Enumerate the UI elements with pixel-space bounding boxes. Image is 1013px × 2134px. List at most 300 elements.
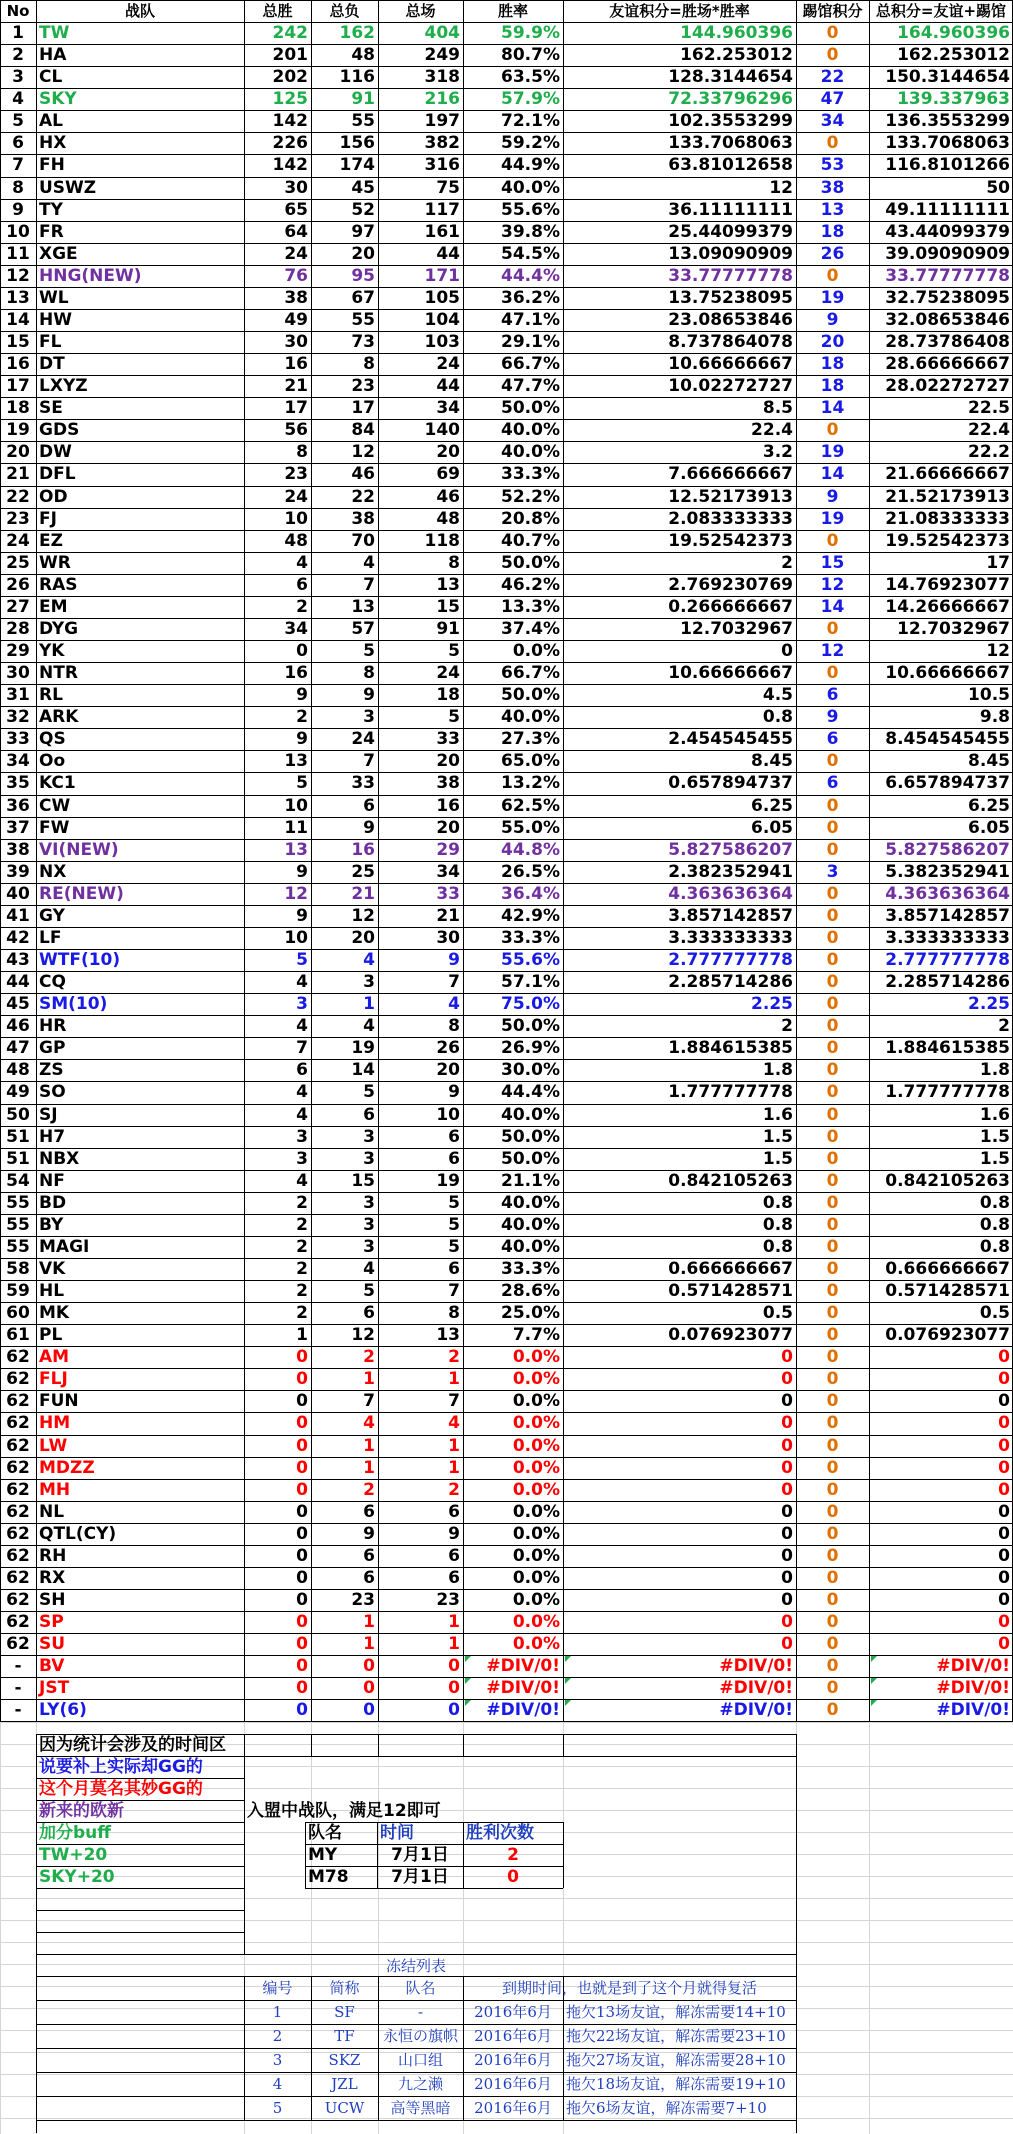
value-cell[interactable]: 10.66666667 [668, 663, 793, 684]
value-cell[interactable]: 0 [826, 530, 839, 551]
value-cell[interactable]: 4 [363, 1258, 375, 1279]
column-header-3[interactable]: 总负 [329, 2, 360, 20]
value-cell[interactable]: 2.25 [968, 994, 1010, 1015]
value-cell[interactable]: 91 [351, 89, 375, 110]
value-cell[interactable]: 0 [363, 1678, 375, 1699]
value-cell[interactable]: 156 [339, 133, 375, 154]
value-cell[interactable]: 0 [998, 1435, 1010, 1456]
join-cell[interactable]: MY [308, 1845, 338, 1865]
value-cell[interactable]: 69 [436, 464, 460, 485]
team-name-cell[interactable]: WTF(10) [39, 950, 121, 970]
value-cell[interactable]: 57.1% [501, 972, 560, 993]
value-cell[interactable]: 0 [826, 1523, 839, 1544]
value-cell[interactable]: 1.5 [762, 1148, 793, 1169]
column-header-5[interactable]: 胜率 [497, 2, 528, 20]
freeze-cell[interactable]: 拖欠27场友谊，解冻需要28+10 [566, 2051, 786, 2069]
value-cell[interactable]: 3 [363, 1126, 375, 1147]
rank-cell[interactable]: 19 [6, 420, 30, 441]
value-cell[interactable]: 5 [448, 1214, 460, 1235]
value-cell[interactable]: 53 [820, 155, 845, 176]
team-name-cell[interactable]: HL [39, 1281, 65, 1302]
value-cell[interactable]: 0 [781, 1501, 793, 1522]
value-cell[interactable]: 0 [296, 1545, 308, 1566]
value-cell[interactable]: 9 [296, 685, 308, 706]
rank-cell[interactable]: 61 [6, 1325, 30, 1346]
value-cell[interactable]: 4 [363, 950, 375, 970]
value-cell[interactable]: 0 [998, 1523, 1010, 1544]
value-cell[interactable]: 13.3% [501, 596, 560, 617]
value-cell[interactable]: 55 [351, 111, 375, 132]
value-cell[interactable]: 2.454545455 [668, 729, 793, 750]
freeze-cell[interactable]: 山口组 [397, 2051, 443, 2069]
value-cell[interactable]: 9.8 [979, 707, 1010, 728]
value-cell[interactable]: 0 [826, 1435, 839, 1456]
value-cell[interactable]: 0 [826, 1192, 839, 1213]
value-cell[interactable]: 0 [781, 1590, 793, 1611]
value-cell[interactable]: 0.5 [979, 1303, 1010, 1324]
team-name-cell[interactable]: KC1 [39, 773, 76, 794]
value-cell[interactable]: 0 [781, 1567, 793, 1588]
value-cell[interactable]: 12 [769, 177, 793, 198]
value-cell[interactable]: 19.52542373 [885, 530, 1010, 551]
join-header-2[interactable]: 胜利次数 [466, 1823, 534, 1843]
value-cell[interactable]: 0 [826, 1258, 839, 1279]
value-cell[interactable]: 91 [436, 618, 460, 639]
value-cell[interactable]: 5 [296, 773, 308, 794]
value-cell[interactable]: 56 [284, 420, 308, 441]
value-cell[interactable]: 0.8 [762, 707, 793, 728]
freeze-cell[interactable]: - [417, 2003, 424, 2021]
value-cell[interactable]: 142 [272, 155, 308, 176]
value-cell[interactable]: 10 [284, 927, 308, 948]
value-cell[interactable]: 11 [284, 817, 308, 838]
value-cell[interactable]: 0 [296, 1413, 308, 1434]
value-cell[interactable]: 133.7068063 [885, 133, 1010, 154]
value-cell[interactable]: 9 [296, 729, 308, 750]
team-name-cell[interactable]: SU [39, 1634, 66, 1655]
value-cell[interactable]: 0 [296, 1634, 308, 1655]
value-cell[interactable]: 6 [448, 1501, 460, 1522]
value-cell[interactable]: 23.08653846 [668, 309, 793, 330]
value-cell[interactable]: 59.2% [501, 133, 560, 154]
team-name-cell[interactable]: LF [39, 927, 62, 948]
value-cell[interactable]: 13 [436, 1325, 460, 1346]
value-cell[interactable]: 1 [296, 1325, 308, 1346]
freeze-cell[interactable]: 拖欠6场友谊，解冻需要7+10 [566, 2099, 767, 2117]
freeze-cell[interactable]: JZL [331, 2075, 358, 2093]
value-cell[interactable]: 2 [296, 1258, 308, 1279]
rank-cell[interactable]: 7 [12, 155, 24, 176]
value-cell[interactable]: 7 [363, 751, 375, 772]
value-cell[interactable]: 1.8 [979, 1060, 1010, 1081]
value-cell[interactable]: 75 [436, 177, 460, 198]
value-cell[interactable]: 10.5 [968, 685, 1010, 706]
value-cell[interactable]: 0 [826, 1148, 839, 1169]
value-cell[interactable]: 0.8 [979, 1236, 1010, 1257]
value-cell[interactable]: 1 [448, 1435, 460, 1456]
value-cell[interactable]: 2 [781, 1016, 793, 1037]
value-cell[interactable]: 26 [436, 1038, 460, 1059]
value-cell[interactable]: 30 [284, 177, 308, 198]
value-cell[interactable]: 44 [436, 376, 460, 397]
value-cell[interactable]: 4.363636364 [668, 883, 793, 904]
freeze-cell[interactable]: SF [334, 2003, 355, 2021]
value-cell[interactable]: 104 [424, 309, 460, 330]
rank-cell[interactable]: 24 [6, 530, 30, 551]
value-cell[interactable]: 0 [826, 1391, 839, 1412]
rank-cell[interactable]: 14 [6, 309, 30, 330]
value-cell[interactable]: 9 [826, 486, 839, 507]
rank-cell[interactable]: 8 [12, 177, 24, 198]
team-name-cell[interactable]: OD [39, 486, 68, 507]
join-cell[interactable]: M78 [308, 1867, 349, 1887]
value-cell[interactable]: 20 [436, 1060, 460, 1081]
value-cell[interactable]: 1 [448, 1612, 460, 1633]
value-cell[interactable]: 5 [448, 1236, 460, 1257]
value-cell[interactable]: 8.45 [751, 751, 793, 772]
team-name-cell[interactable]: RX [39, 1567, 66, 1588]
value-cell[interactable]: 7 [363, 1391, 375, 1412]
value-cell[interactable]: 0.8 [762, 1192, 793, 1213]
value-cell[interactable]: 0.8 [762, 1236, 793, 1257]
team-name-cell[interactable]: RE(NEW) [39, 883, 124, 904]
value-cell[interactable]: 4 [363, 552, 375, 573]
value-cell[interactable]: 242 [272, 23, 308, 44]
value-cell[interactable]: 13 [284, 751, 308, 772]
value-cell[interactable]: 21 [351, 883, 375, 904]
value-cell[interactable]: 6 [448, 1258, 460, 1279]
column-header-6[interactable]: 友谊积分=胜场*胜率 [609, 2, 750, 20]
rank-cell[interactable]: 62 [6, 1501, 30, 1522]
value-cell[interactable]: 42.9% [501, 905, 560, 926]
value-cell[interactable]: 14 [351, 1060, 375, 1081]
value-cell[interactable]: 5.382352941 [885, 861, 1010, 882]
value-cell[interactable]: 1 [363, 1435, 375, 1456]
team-name-cell[interactable]: FL [39, 332, 62, 353]
value-cell[interactable]: 13.09090909 [668, 243, 793, 264]
value-cell[interactable]: 57 [351, 618, 375, 639]
freeze-cell[interactable]: 拖欠22场友谊，解冻需要23+10 [566, 2027, 786, 2045]
value-cell[interactable]: 4 [363, 1016, 375, 1037]
value-cell[interactable]: 0.666666667 [668, 1258, 793, 1279]
value-cell[interactable]: 9 [448, 1082, 460, 1103]
value-cell[interactable]: 19 [351, 1038, 375, 1059]
value-cell[interactable]: 174 [339, 155, 375, 176]
join-cell[interactable]: 7月1日 [391, 1867, 449, 1887]
value-cell[interactable]: 2 [781, 552, 793, 573]
value-cell[interactable]: 6 [363, 1303, 375, 1324]
value-cell[interactable]: 150.3144654 [885, 67, 1010, 88]
team-name-cell[interactable]: MK [39, 1303, 70, 1324]
value-cell[interactable]: 5 [363, 641, 375, 662]
value-cell[interactable]: 2.25 [751, 994, 793, 1015]
value-cell[interactable]: 404 [424, 23, 460, 44]
value-cell[interactable]: 0.8 [762, 1214, 793, 1235]
rank-cell[interactable]: 62 [6, 1391, 30, 1412]
value-cell[interactable]: 10 [284, 508, 308, 529]
rank-cell[interactable]: 25 [6, 552, 30, 573]
value-cell[interactable]: 14 [820, 398, 845, 419]
value-cell[interactable]: 116 [339, 67, 375, 88]
value-cell[interactable]: 84 [351, 420, 375, 441]
value-cell[interactable]: 23 [284, 464, 308, 485]
value-cell[interactable]: 47 [820, 89, 845, 110]
value-cell[interactable]: 0 [826, 1038, 839, 1059]
value-cell[interactable]: 0.0% [512, 1567, 560, 1588]
value-cell[interactable]: 44.9% [501, 155, 560, 176]
value-cell[interactable]: 4 [448, 1413, 460, 1434]
rank-cell[interactable]: 2 [12, 45, 24, 66]
value-cell[interactable]: #DIV/0! [486, 1656, 560, 1677]
value-cell[interactable]: 1.5 [979, 1126, 1010, 1147]
rank-cell[interactable]: 62 [6, 1612, 30, 1633]
value-cell[interactable]: 0.0% [512, 641, 560, 662]
value-cell[interactable]: 5.827586207 [885, 839, 1010, 860]
team-name-cell[interactable]: NF [39, 1170, 65, 1191]
value-cell[interactable]: 1 [363, 1612, 375, 1633]
value-cell[interactable]: 0 [826, 1060, 839, 1081]
value-cell[interactable]: 10.02272727 [668, 376, 793, 397]
value-cell[interactable]: 5.827586207 [668, 839, 793, 860]
value-cell[interactable]: 29 [436, 839, 460, 860]
value-cell[interactable]: 3 [363, 972, 375, 993]
value-cell[interactable]: 76 [284, 265, 308, 286]
value-cell[interactable]: 6 [826, 773, 839, 794]
value-cell[interactable]: 136.3553299 [885, 111, 1010, 132]
rank-cell[interactable]: 60 [6, 1303, 30, 1324]
rank-cell[interactable]: 5 [12, 111, 24, 132]
value-cell[interactable]: 72.33796296 [668, 89, 793, 110]
value-cell[interactable]: 63.5% [501, 67, 560, 88]
team-name-cell[interactable]: MDZZ [39, 1457, 95, 1478]
join-header-1[interactable]: 时间 [380, 1823, 414, 1843]
value-cell[interactable]: 0 [826, 950, 839, 970]
value-cell[interactable]: 6 [363, 1567, 375, 1588]
team-name-cell[interactable]: FW [39, 817, 70, 838]
value-cell[interactable]: 25.0% [501, 1303, 560, 1324]
value-cell[interactable]: 0.076923077 [885, 1325, 1010, 1346]
value-cell[interactable]: 6 [826, 685, 839, 706]
value-cell[interactable]: 0.076923077 [668, 1325, 793, 1346]
value-cell[interactable]: 3.333333333 [668, 927, 793, 948]
rank-cell[interactable]: 58 [6, 1258, 30, 1279]
value-cell[interactable]: 4 [296, 972, 308, 993]
team-name-cell[interactable]: FLJ [39, 1369, 68, 1390]
freeze-cell[interactable]: UCW [324, 2099, 365, 2117]
rank-cell[interactable]: 33 [6, 729, 30, 750]
value-cell[interactable]: 50 [986, 177, 1010, 198]
value-cell[interactable]: 2 [296, 1236, 308, 1257]
value-cell[interactable]: 50.0% [501, 1016, 560, 1037]
value-cell[interactable]: 55.6% [501, 950, 560, 970]
value-cell[interactable]: 4.363636364 [885, 883, 1010, 904]
value-cell[interactable]: 1 [363, 1457, 375, 1478]
freeze-cell[interactable]: 2016年6月 [474, 2075, 552, 2093]
value-cell[interactable]: 34 [284, 618, 308, 639]
value-cell[interactable]: 21 [436, 905, 460, 926]
value-cell[interactable]: 2 [998, 1016, 1010, 1037]
value-cell[interactable]: 16 [351, 839, 375, 860]
value-cell[interactable]: 2 [296, 1214, 308, 1235]
value-cell[interactable]: 5 [363, 1281, 375, 1302]
value-cell[interactable]: 36.2% [501, 287, 560, 308]
value-cell[interactable]: 40.0% [501, 177, 560, 198]
value-cell[interactable]: 0 [826, 1214, 839, 1235]
value-cell[interactable]: #DIV/0! [486, 1700, 560, 1721]
freeze-cell[interactable]: 拖欠13场友谊，解冻需要14+10 [566, 2003, 786, 2021]
value-cell[interactable]: 13 [436, 574, 460, 595]
rank-cell[interactable]: 62 [6, 1545, 30, 1566]
value-cell[interactable]: 0 [826, 663, 839, 684]
value-cell[interactable]: 15 [351, 1170, 375, 1191]
value-cell[interactable]: 0 [826, 1501, 839, 1522]
value-cell[interactable]: 0 [826, 1567, 839, 1588]
freeze-cell[interactable]: 3 [272, 2051, 283, 2069]
value-cell[interactable]: 3 [296, 1148, 308, 1169]
value-cell[interactable]: 201 [272, 45, 308, 66]
value-cell[interactable]: 26.5% [501, 861, 560, 882]
value-cell[interactable]: 64 [284, 221, 308, 242]
rank-cell[interactable]: 35 [6, 773, 30, 794]
value-cell[interactable]: 9 [296, 861, 308, 882]
team-name-cell[interactable]: GDS [39, 420, 80, 441]
value-cell[interactable]: 1.6 [762, 1104, 793, 1125]
column-header-7[interactable]: 踢馆积分 [802, 2, 863, 20]
value-cell[interactable]: 0 [826, 265, 839, 286]
value-cell[interactable]: 0 [826, 795, 839, 816]
value-cell[interactable]: 0 [826, 1634, 839, 1655]
value-cell[interactable]: 33 [436, 729, 460, 750]
value-cell[interactable]: 21.08333333 [885, 508, 1010, 529]
value-cell[interactable]: 10 [284, 795, 308, 816]
value-cell[interactable]: 24 [351, 729, 375, 750]
value-cell[interactable]: 6 [296, 574, 308, 595]
value-cell[interactable]: 7.7% [512, 1325, 560, 1346]
rank-cell[interactable]: 47 [6, 1038, 30, 1059]
value-cell[interactable]: 0 [781, 1435, 793, 1456]
value-cell[interactable]: 2 [296, 596, 308, 617]
value-cell[interactable]: 40.0% [501, 420, 560, 441]
value-cell[interactable]: 3 [363, 1214, 375, 1235]
team-name-cell[interactable]: MH [39, 1479, 71, 1500]
value-cell[interactable]: 6 [448, 1148, 460, 1169]
rank-cell[interactable]: 26 [6, 574, 30, 595]
value-cell[interactable]: 0 [998, 1391, 1010, 1412]
value-cell[interactable]: 33.77777778 [885, 265, 1010, 286]
value-cell[interactable]: 4 [296, 1082, 308, 1103]
value-cell[interactable]: 9 [448, 950, 460, 970]
value-cell[interactable]: 7 [448, 1281, 460, 1302]
value-cell[interactable]: 0.0% [512, 1391, 560, 1412]
value-cell[interactable]: 65 [284, 199, 308, 220]
value-cell[interactable]: 0.0% [512, 1523, 560, 1544]
value-cell[interactable]: 9 [363, 817, 375, 838]
team-name-cell[interactable]: EM [39, 596, 68, 617]
value-cell[interactable]: 20 [436, 751, 460, 772]
value-cell[interactable]: 0 [363, 1700, 375, 1721]
value-cell[interactable]: 6 [448, 1126, 460, 1147]
team-name-cell[interactable]: BV [39, 1656, 65, 1677]
value-cell[interactable]: 0 [826, 994, 839, 1015]
value-cell[interactable]: 7 [448, 972, 460, 993]
rank-cell[interactable]: 62 [6, 1369, 30, 1390]
freeze-cell[interactable]: 九之濑 [397, 2075, 443, 2093]
value-cell[interactable]: 316 [424, 155, 460, 176]
value-cell[interactable]: 3 [826, 861, 839, 882]
value-cell[interactable]: 6.05 [968, 817, 1010, 838]
value-cell[interactable]: 48 [284, 530, 308, 551]
value-cell[interactable]: 0 [998, 1457, 1010, 1478]
team-name-cell[interactable]: GY [39, 905, 65, 926]
value-cell[interactable]: 10.66666667 [885, 663, 1010, 684]
value-cell[interactable]: 6.25 [751, 795, 793, 816]
value-cell[interactable]: 1.5 [762, 1126, 793, 1147]
value-cell[interactable]: #DIV/0! [719, 1700, 793, 1721]
join-cell[interactable]: 0 [507, 1867, 519, 1887]
value-cell[interactable]: 6.25 [968, 795, 1010, 816]
value-cell[interactable]: 6 [363, 1104, 375, 1125]
value-cell[interactable]: 8 [448, 552, 460, 573]
value-cell[interactable]: 36.4% [501, 883, 560, 904]
value-cell[interactable]: 57.9% [501, 89, 560, 110]
value-cell[interactable]: 0 [998, 1612, 1010, 1633]
column-header-8[interactable]: 总积分=友谊+踢馆 [875, 2, 1007, 20]
team-name-cell[interactable]: EZ [39, 530, 63, 551]
column-header-4[interactable]: 总场 [405, 2, 436, 20]
value-cell[interactable]: 6 [448, 1545, 460, 1566]
value-cell[interactable]: 33 [351, 773, 375, 794]
value-cell[interactable]: 4 [296, 1104, 308, 1125]
value-cell[interactable]: 0.0% [512, 1413, 560, 1434]
value-cell[interactable]: 38 [820, 177, 845, 198]
join-header-0[interactable]: 队名 [308, 1823, 342, 1843]
column-header-2[interactable]: 总胜 [262, 2, 293, 20]
value-cell[interactable]: 1.8 [762, 1060, 793, 1081]
rank-cell[interactable]: 62 [6, 1567, 30, 1588]
value-cell[interactable]: #DIV/0! [936, 1656, 1010, 1677]
value-cell[interactable]: 10.66666667 [668, 354, 793, 375]
value-cell[interactable]: 40.7% [501, 530, 560, 551]
value-cell[interactable]: 0 [296, 1457, 308, 1478]
value-cell[interactable]: 9 [448, 1523, 460, 1544]
team-name-cell[interactable]: CW [39, 795, 71, 816]
value-cell[interactable]: 70 [351, 530, 375, 551]
value-cell[interactable]: 0.0% [512, 1347, 560, 1368]
value-cell[interactable]: 0 [826, 1303, 839, 1324]
rank-cell[interactable]: 55 [6, 1192, 30, 1213]
value-cell[interactable]: 2 [448, 1479, 460, 1500]
team-name-cell[interactable]: FR [39, 221, 64, 242]
value-cell[interactable]: 33.3% [501, 1258, 560, 1279]
value-cell[interactable]: 8.5 [762, 398, 793, 419]
value-cell[interactable]: 2.777777778 [668, 950, 793, 970]
value-cell[interactable]: 14 [820, 464, 845, 485]
value-cell[interactable]: 0 [826, 905, 839, 926]
value-cell[interactable]: 0 [296, 1523, 308, 1544]
value-cell[interactable]: 46 [436, 486, 460, 507]
value-cell[interactable]: 142 [272, 111, 308, 132]
freeze-header-3[interactable]: 到期时间，也就是到了这个月就得复活 [501, 1979, 757, 1997]
value-cell[interactable]: 67 [351, 287, 375, 308]
team-name-cell[interactable]: CL [39, 67, 63, 88]
value-cell[interactable]: 2 [363, 1479, 375, 1500]
value-cell[interactable]: 4.5 [762, 685, 793, 706]
value-cell[interactable]: 22 [820, 67, 845, 88]
value-cell[interactable]: 2.382352941 [668, 861, 793, 882]
value-cell[interactable]: 2.285714286 [885, 972, 1010, 993]
value-cell[interactable]: 0 [296, 1391, 308, 1412]
value-cell[interactable]: 3 [363, 1236, 375, 1257]
